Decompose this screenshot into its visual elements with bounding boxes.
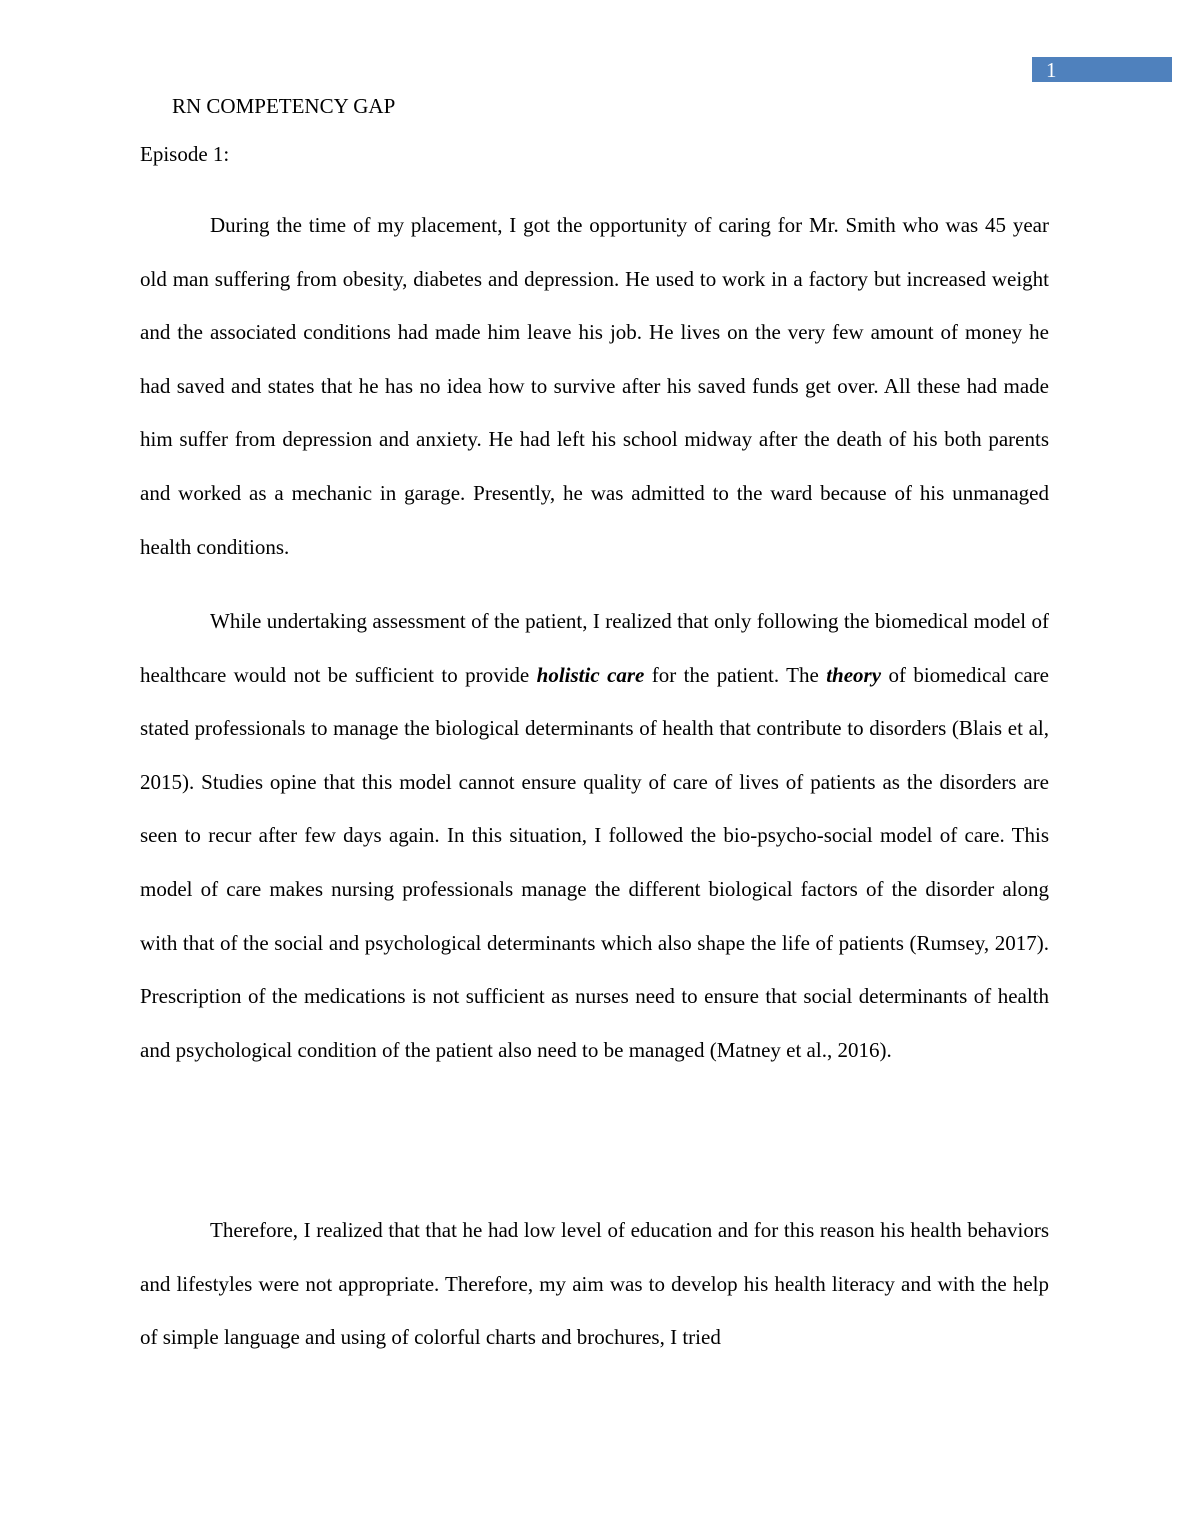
running-head: RN COMPETENCY GAP [172, 94, 396, 118]
episode-heading: Episode 1: [140, 142, 230, 166]
paragraph-placement-intro: During the time of my placement, I got the opportunity of caring for Mr. Smith who was 45 year old man suffering from obesity, diabetes and depression. He used to work in a factory but increased weight and the associated conditions had made him leave his job. He lives on the very few amount of money he had saved and states that he has no idea how to survive after his saved funds get over. All these had made him suffer from depression and anxiety. He had left his school midway after the death of his both parents and worked as a mechanic in garage. Presently, he was admitted to the ward because of his unmanaged health conditions. [140, 213, 1049, 559]
paragraph-health-literacy: Therefore, I realized that that he had low level of education and for this reason his health behaviors and lifestyles were not appropriate. Therefore, my aim was to develop his health literacy and with the help of simple language and using of colorful charts and brochures, I tried [140, 1218, 1049, 1350]
page-number: 1 [1046, 58, 1057, 82]
paragraph-text-segment: While undertaking assessment of the patient, I realized that only following the biomedical model of healthcare would not be sufficient to provide [140, 609, 1049, 687]
emphasis-holistic-care: holistic care [536, 662, 645, 687]
paragraph-text-segment: of biomedical care stated professionals to manage the biological determinants of health that contribute to disorders (Blais et al, 2015). Studies opine that this model cannot ensure quality of care of lives of patients as the disorders are seen to recur after few days again. In this situation, I followed the bio-psycho-social model of care. This model of care makes nursing professionals manage the different biological factors of the disorder along with that of the social and psychological determinants which also shape the life of patients (Rumsey, 2017). Prescription of the medications is not sufficient as nurses need to ensure that social determinants of health and psychological condition of the patient also need to be managed (Matney et al., 2016). [140, 662, 1050, 1062]
paragraph-text-segment: for the patient. The [644, 662, 827, 687]
paragraph-assessment [140, 595, 1049, 1077]
emphasis-theory: theory [826, 662, 882, 687]
page-number-bar [1032, 57, 1172, 82]
